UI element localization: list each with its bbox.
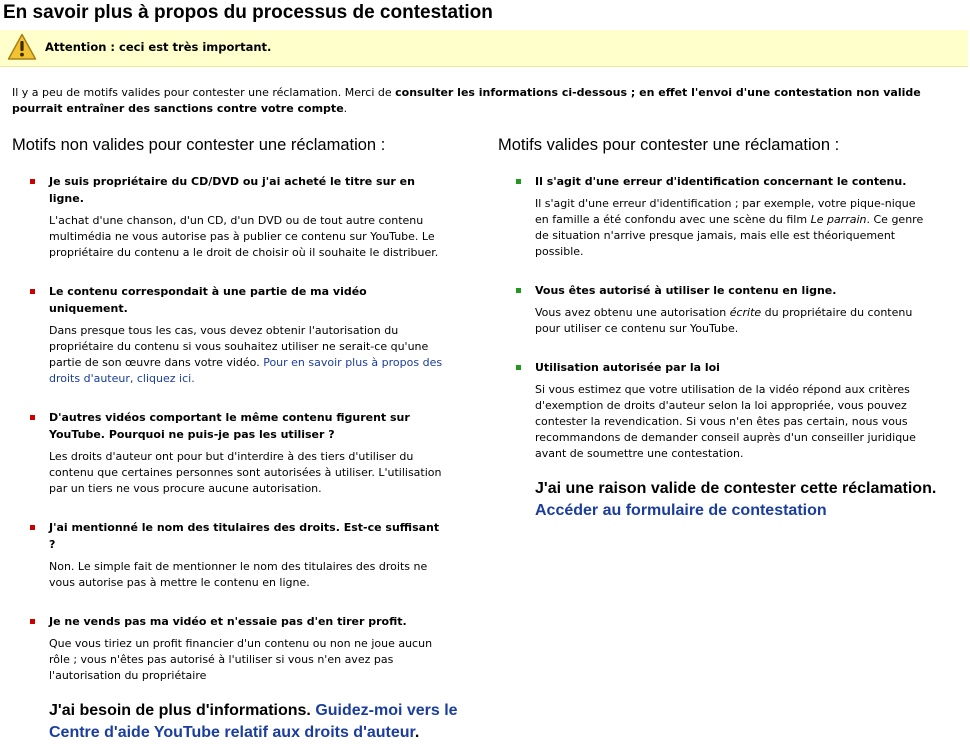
help-cta-end: . [414,724,420,741]
intro-bold-text: consulter les informations ci-dessous ; en effet l'envoi d'une contestation non valide pourrait entraîner des sanctions contre votre compte [12,86,921,115]
help-cta-text: J'ai besoin de plus d'informations. [49,702,316,719]
page-title: En savoir plus à propos du processus de contestation [3,2,493,23]
red-bullet-icon [30,619,35,624]
invalid-reason [12,173,462,261]
red-bullet-icon [30,415,35,420]
dispute-form-link[interactable]: Accéder au formulaire de contestation [535,502,827,519]
green-bullet-icon [516,365,521,370]
reason-body: Non. Le simple fait de mentionner le nom des titulaires des droits ne vous autorise pas à mettre le contenu en ligne. [49,560,428,589]
reason-title: Vous êtes autorisé à utiliser le contenu en ligne. [535,284,837,297]
reason-body: Les droits d'auteur ont pour but d'interdire à des tiers d'utiliser du contenu que certaines personnes sont autorisées à utiliser. L'utilisation par un tiers ne vous procure aucune autorisation. [49,450,442,495]
reason-title: Utilisation autorisée par la loi [535,361,720,374]
help-cta [12,700,469,744]
warning-text: Attention : ceci est très important. [45,40,272,54]
reason-body [535,196,925,260]
reason-body: Si vous estimez que votre utilisation de la vidéo répond aux critères d'exemption de droits d'auteur selon la loi appropriée, vous pouvez contester la revendication. Si vous n'en êtes pas certain, nous vous recommandons de demander conseil auprès d'un conseiller juridique avant de soumettre une contestation. [535,383,916,460]
reason-body-text: . Ce genre de situation n'arrive presque jamais, mais elle est théoriquement possible. [535,213,924,258]
valid-reason [498,282,938,337]
dispute-cta-text: J'ai une raison valide de contester cette réclamation. [535,480,937,497]
warning-icon [7,33,37,61]
red-bullet-icon [30,289,35,294]
reason-title: J'ai mentionné le nom des titulaires des droits. Est-ce suffisant ? [49,521,440,551]
invalid-reason [12,283,462,387]
reason-body: Que vous tiriez un profit financier d'un contenu ou non ne joue aucun rôle ; vous n'êtes pas autorisé à l'utiliser si vous n'en avez pas l'autorisation du propriétaire [49,637,433,682]
copyright-info-link[interactable]: Pour en savoir plus à propos des droits d'auteur, cliquez ici. [49,356,443,385]
valid-reason [498,359,938,462]
reason-body-text: du propriétaire du contenu pour utiliser ce contenu sur YouTube. [535,306,913,335]
dispute-cta [498,478,955,522]
invalid-reasons-heading: Motifs non valides pour contester une réclamation : [12,136,386,154]
reason-title: Il s'agit d'une erreur d'identification concernant le contenu. [535,175,907,188]
intro-paragraph [12,85,937,117]
warning-banner [0,30,968,67]
reason-title: Je ne vends pas ma vidéo et n'essaie pas d'en tirer profit. [49,615,407,628]
reason-body-text: Vous avez obtenu une autorisation [535,306,730,319]
green-bullet-icon [516,288,521,293]
reason-title: D'autres vidéos comportant le même contenu figurent sur YouTube. Pourquoi ne puis-je pas les utiliser ? [49,411,410,441]
red-bullet-icon [30,525,35,530]
reason-body-text: Il s'agit d'une erreur d'identification ; par exemple, votre pique-nique en famille a été confondu avec une scène du film [535,197,916,226]
reason-body: L'achat d'une chanson, d'un CD, d'un DVD ou de tout autre contenu multimédia ne vous autorise pas à publier ce contenu sur YouTube. Le propriétaire du contenu a le droit de choisir où il souhaite le distribuer. [49,214,439,259]
invalid-reason [12,409,462,497]
intro-end: . [343,102,348,115]
copyright-help-center-link[interactable]: Guidez-moi vers le Centre d'aide YouTube relatif aux droits d'auteur [49,702,458,741]
reason-body-text: Dans presque tous les cas, vous devez obtenir l'autorisation du propriétaire du contenu si vous souhaitez utiliser ne serait-ce qu'une partie de son œuvre dans votre vidéo. [49,324,429,369]
valid-reasons-column [498,135,938,522]
valid-reasons-heading: Motifs valides pour contester une réclamation : [498,136,840,154]
intro-text: Il y a peu de motifs valides pour contester une réclamation. Merci de [12,86,396,99]
valid-reason [498,173,938,260]
invalid-reason [12,519,462,591]
emphasis-text: écrite [729,306,762,319]
reason-body [535,305,925,337]
reason-title: Je suis propriétaire du CD/DVD ou j'ai acheté le titre sur en ligne. [49,175,415,205]
reason-title: Le contenu correspondait à une partie de ma vidéo uniquement. [49,285,367,315]
red-bullet-icon [30,179,35,184]
green-bullet-icon [516,179,521,184]
film-title: Le parrain [810,213,867,226]
reason-body [49,323,444,387]
invalid-reason [12,613,462,684]
invalid-reasons-column [12,135,462,744]
